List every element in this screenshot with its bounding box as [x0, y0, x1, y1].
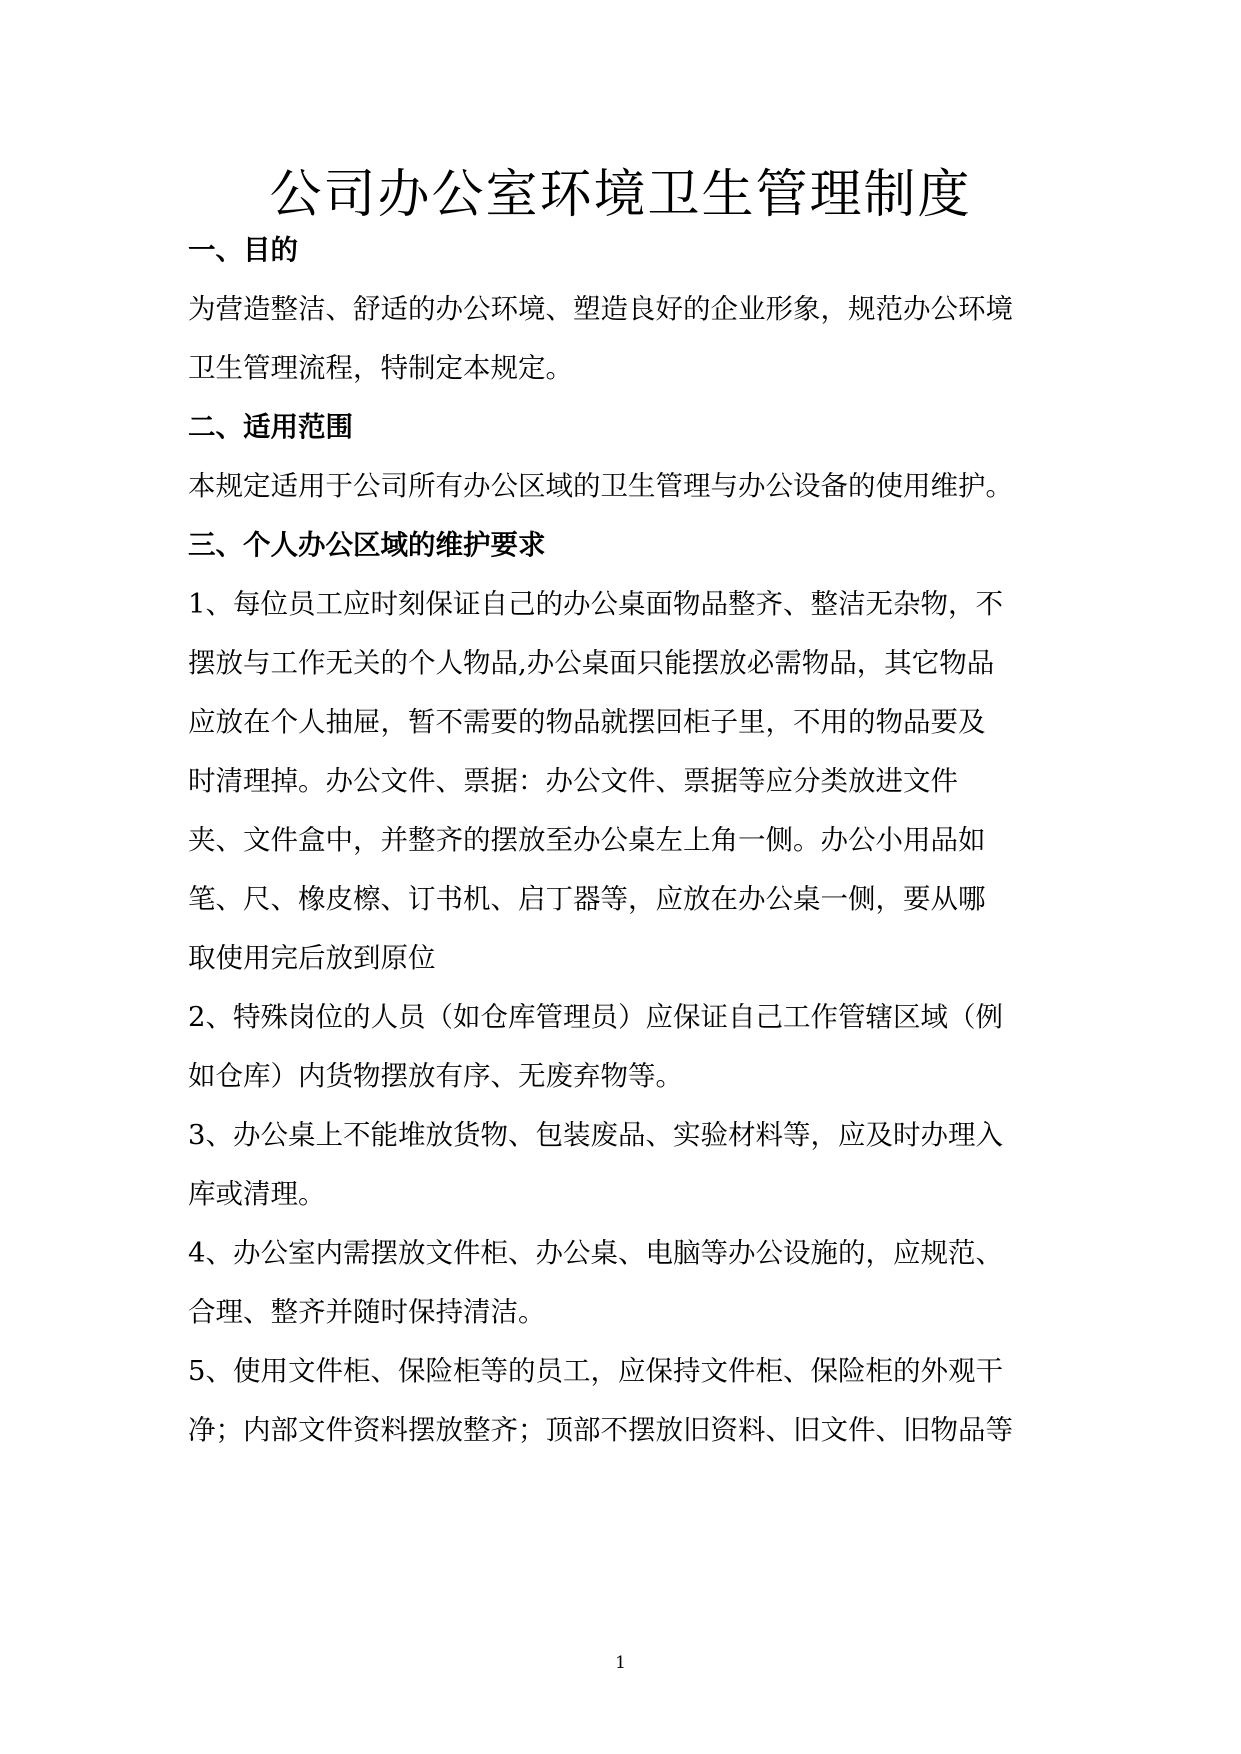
- body-line: 合理、整齐并随时保持清洁。: [188, 1296, 546, 1328]
- section-heading-personal-area: 三、个人办公区域的维护要求: [188, 529, 546, 561]
- body-line: 摆放与工作无关的个人物品,办公桌面只能摆放必需物品，其它物品: [188, 647, 995, 679]
- body-line: 3、办公桌上不能堆放货物、包装废品、实验材料等，应及时办理入: [188, 1119, 1003, 1151]
- body-line: 5、使用文件柜、保险柜等的员工，应保持文件柜、保险柜的外观干: [188, 1355, 1003, 1387]
- body-line: 1、每位员工应时刻保证自己的办公桌面物品整齐、整洁无杂物，不: [188, 588, 1003, 620]
- page-number: 1: [615, 1653, 626, 1673]
- body-line: 库或清理。: [188, 1178, 326, 1210]
- section-heading-scope: 二、适用范围: [188, 411, 353, 443]
- body-line: 为营造整洁、舒适的办公环境、塑造良好的企业形象，规范办公环境: [188, 293, 1013, 325]
- body-line: 夹、文件盒中，并整齐的摆放至办公桌左上角一侧。办公小用品如: [188, 824, 986, 856]
- section-heading-purpose: 一、目的: [188, 234, 298, 266]
- body-line: 本规定适用于公司所有办公区域的卫生管理与办公设备的使用维护。: [188, 470, 1013, 502]
- body-line: 2、特殊岗位的人员（如仓库管理员）应保证自己工作管辖区域（例: [188, 1001, 1003, 1033]
- body-line: 卫生管理流程，特制定本规定。: [188, 352, 573, 384]
- body-line: 时清理掉。办公文件、票据：办公文件、票据等应分类放进文件: [188, 765, 958, 797]
- body-line: 4、办公室内需摆放文件柜、办公桌、电脑等办公设施的，应规范、: [188, 1237, 1003, 1269]
- body-line: 如仓库）内货物摆放有序、无废弃物等。: [188, 1060, 683, 1092]
- body-line: 取使用完后放到原位: [188, 942, 436, 974]
- document-title: 公司办公室环境卫生管理制度: [269, 165, 972, 225]
- body-line: 净；内部文件资料摆放整齐；顶部不摆放旧资料、旧文件、旧物品等: [188, 1414, 1013, 1446]
- body-line: 笔、尺、橡皮檫、订书机、启丁器等，应放在办公桌一侧，要从哪: [188, 883, 986, 915]
- body-line: 应放在个人抽屉，暂不需要的物品就摆回柜子里，不用的物品要及: [188, 706, 986, 738]
